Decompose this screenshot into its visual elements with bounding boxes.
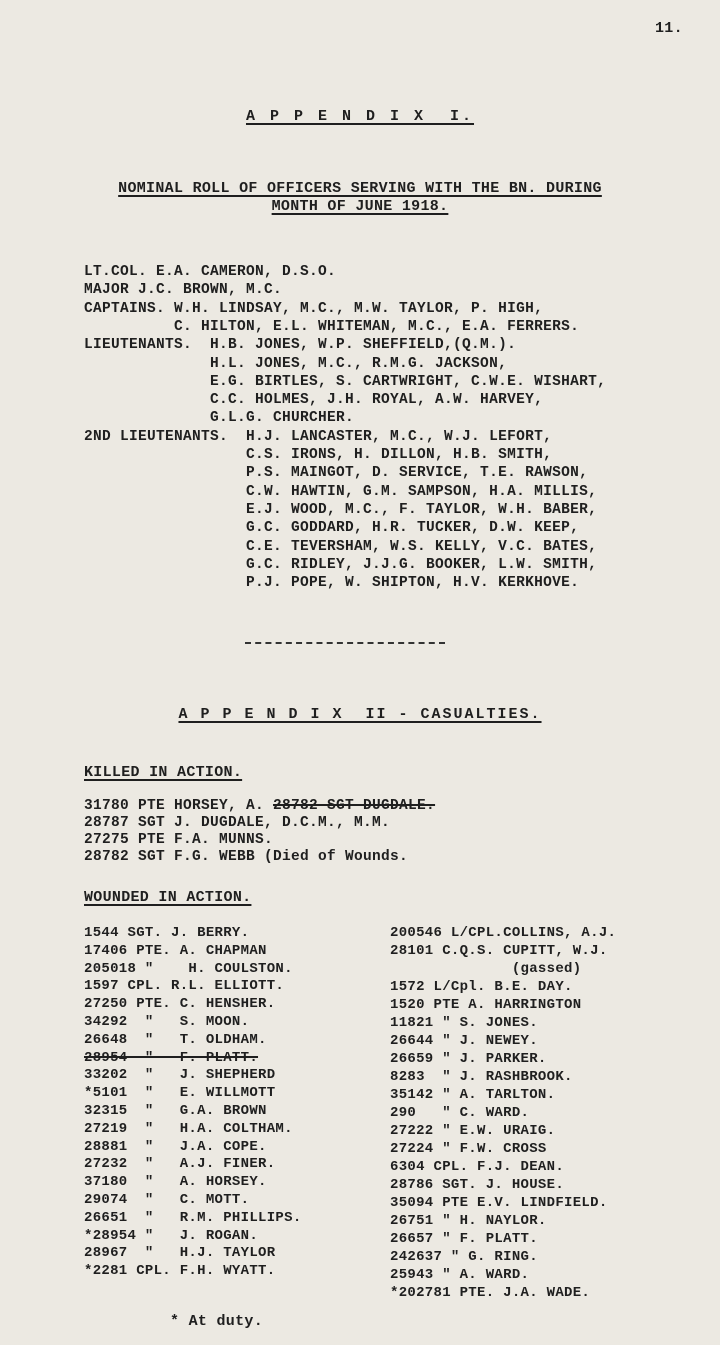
wounded-row: 29074 " C. MOTT. bbox=[84, 1192, 250, 1208]
killed-row bbox=[84, 814, 390, 832]
wounded-row: 37180 " A. HORSEY. bbox=[84, 1174, 267, 1191]
officer-line: G.L.G. CHURCHER. bbox=[84, 410, 355, 427]
wounded-row: 200546 L/CPL.COLLINS, A.J. bbox=[390, 925, 617, 941]
wounded-row: (gassed) bbox=[390, 961, 582, 977]
officer-line: C.C. HOLMES, J.H. ROYAL, A.W. HARVEY, bbox=[84, 392, 544, 409]
officer-line: C.E. TEVERSHAM, W.S. KELLY, V.C. BATES, bbox=[84, 538, 598, 555]
officer-line: 2ND LIEUTENANTS. H.J. LANCASTER, M.C., W.J. LEFORT, bbox=[84, 428, 553, 445]
wounded-row: 242637 " G. RING. bbox=[390, 1249, 538, 1265]
wounded-row: 26751 " H. NAYLOR. bbox=[390, 1213, 547, 1229]
officer-line: MAJOR J.C. BROWN, M.C. bbox=[84, 282, 283, 299]
wounded-row: 26644 " J. NEWEY. bbox=[390, 1033, 538, 1049]
appendix-1-subtitle-line-2: MONTH OF JUNE 1918. bbox=[271, 198, 449, 215]
wounded-row: 28881 " J.A. COPE. bbox=[84, 1138, 267, 1155]
officer-line: P.J. POPE, W. SHIPTON, H.V. KERKHOVE. bbox=[84, 575, 580, 592]
wounded-row: 1520 PTE A. HARRINGTON bbox=[390, 997, 582, 1013]
wounded-row: 8283 " J. RASHBROOK. bbox=[390, 1069, 573, 1085]
wounded-row: *202781 PTE. J.A. WADE. bbox=[390, 1285, 591, 1301]
wounded-row: 34292 " S. MOON. bbox=[84, 1014, 250, 1030]
officer-line: P.S. MAINGOT, D. SERVICE, T.E. RAWSON, bbox=[84, 465, 589, 482]
wounded-row: 33202 " J. SHEPHERD bbox=[84, 1067, 276, 1084]
wounded-row: 26657 " F. PLATT. bbox=[390, 1231, 538, 1247]
officer-line: E.G. BIRTLES, S. CARTWRIGHT, C.W.E. WISHART, bbox=[84, 373, 607, 390]
wounded-row: 1572 L/Cpl. B.E. DAY. bbox=[390, 979, 573, 995]
killed-row bbox=[84, 848, 408, 866]
wounded-row: 1544 SGT. J. BERRY. bbox=[84, 925, 250, 941]
wounded-row: 27219 " H.A. COLTHAM. bbox=[84, 1120, 293, 1137]
wounded-row: 17406 PTE. A. CHAPMAN bbox=[84, 942, 267, 959]
killed-entry: 31780 PTE HORSEY, A. bbox=[84, 798, 274, 814]
officer-line: LT.COL. E.A. CAMERON, D.S.O. bbox=[84, 264, 337, 280]
wounded-row: 27224 " F.W. CROSS bbox=[390, 1141, 547, 1157]
wounded-row: *28954 " J. ROGAN. bbox=[84, 1227, 259, 1244]
wounded-row: 28954 " F. PLATT. bbox=[84, 1049, 259, 1066]
wounded-row: 27250 PTE. C. HENSHER. bbox=[84, 996, 276, 1013]
section-divider bbox=[245, 642, 445, 644]
officer-line: C.W. HAWTIN, G.M. SAMPSON, H.A. MILLIS, bbox=[84, 483, 598, 500]
killed-heading: KILLED IN ACTION. bbox=[84, 764, 243, 781]
officer-line: G.C. RIDLEY, J.J.G. BOOKER, L.W. SMITH, bbox=[84, 556, 598, 573]
page-number: 11. bbox=[655, 20, 683, 37]
officer-line: CAPTAINS. W.H. LINDSAY, M.C., M.W. TAYLOR, P. HIGH, bbox=[84, 300, 544, 317]
wounded-row: 28101 C.Q.S. CUPITT, W.J. bbox=[390, 943, 608, 959]
wounded-row: 290 " C. WARD. bbox=[390, 1105, 530, 1121]
killed-entry: 28787 SGT J. DUGDALE, D.C.M., M.M. bbox=[84, 815, 391, 831]
wounded-row: 6304 CPL. F.J. DEAN. bbox=[390, 1159, 565, 1175]
wounded-row: 35142 " A. TARLTON. bbox=[390, 1087, 556, 1103]
wounded-heading: WOUNDED IN ACTION. bbox=[84, 889, 252, 906]
killed-entry: 27275 PTE F.A. MUNNS. bbox=[84, 832, 274, 848]
killed-row bbox=[84, 797, 435, 815]
wounded-row: 28786 SGT. J. HOUSE. bbox=[390, 1177, 565, 1193]
officer-line: E.J. WOOD, M.C., F. TAYLOR, W.H. BABER, bbox=[84, 501, 598, 518]
officer-line: LIEUTENANTS. H.B. JONES, W.P. SHEFFIELD,(Q.M.). bbox=[84, 337, 517, 354]
officer-line: C.S. IRONS, H. DILLON, H.B. SMITH, bbox=[84, 447, 553, 463]
footnote: * At duty. bbox=[170, 1313, 264, 1330]
wounded-row: *5101 " E. WILLMOTT bbox=[84, 1085, 276, 1102]
wounded-row: 26648 " T. OLDHAM. bbox=[84, 1031, 267, 1048]
appendix-1-subtitle-line-1: NOMINAL ROLL OF OFFICERS SERVING WITH THE BN. DURING bbox=[118, 180, 602, 197]
wounded-row: 28967 " H.J. TAYLOR bbox=[84, 1245, 276, 1262]
wounded-row: 26659 " J. PARKER. bbox=[390, 1051, 547, 1067]
wounded-row: 35094 PTE E.V. LINDFIELD. bbox=[390, 1195, 608, 1211]
wounded-row: 32315 " G.A. BROWN bbox=[84, 1103, 267, 1119]
struck-entry: 28782 SGT DUGDALE. bbox=[273, 798, 436, 814]
wounded-row: 27232 " A.J. FINER. bbox=[84, 1156, 276, 1173]
killed-entry: 28782 SGT F.G. WEBB (Died of Wounds. bbox=[84, 849, 409, 865]
wounded-row: 1597 CPL. R.L. ELLIOTT. bbox=[84, 978, 285, 995]
killed-row bbox=[84, 831, 273, 849]
wounded-row: 25943 " A. WARD. bbox=[390, 1267, 530, 1283]
wounded-row: 26651 " R.M. PHILLIPS. bbox=[84, 1209, 302, 1226]
wounded-row: 27222 " E.W. URAIG. bbox=[390, 1123, 556, 1139]
appendix-1-title: A P P E N D I X I. bbox=[245, 108, 475, 125]
wounded-row: *2281 CPL. F.H. WYATT. bbox=[84, 1263, 276, 1280]
appendix-2-title: A P P E N D I X II - CASUALTIES. bbox=[178, 706, 542, 723]
wounded-row: 11821 " S. JONES. bbox=[390, 1015, 538, 1031]
wounded-row: 205018 " H. COULSTON. bbox=[84, 960, 293, 977]
officer-line: C. HILTON, E.L. WHITEMAN, M.C., E.A. FERRERS. bbox=[84, 318, 580, 335]
officer-line: H.L. JONES, M.C., R.M.G. JACKSON, bbox=[84, 355, 508, 372]
officer-line: G.C. GODDARD, H.R. TUCKER, D.W. KEEP, bbox=[84, 520, 580, 537]
